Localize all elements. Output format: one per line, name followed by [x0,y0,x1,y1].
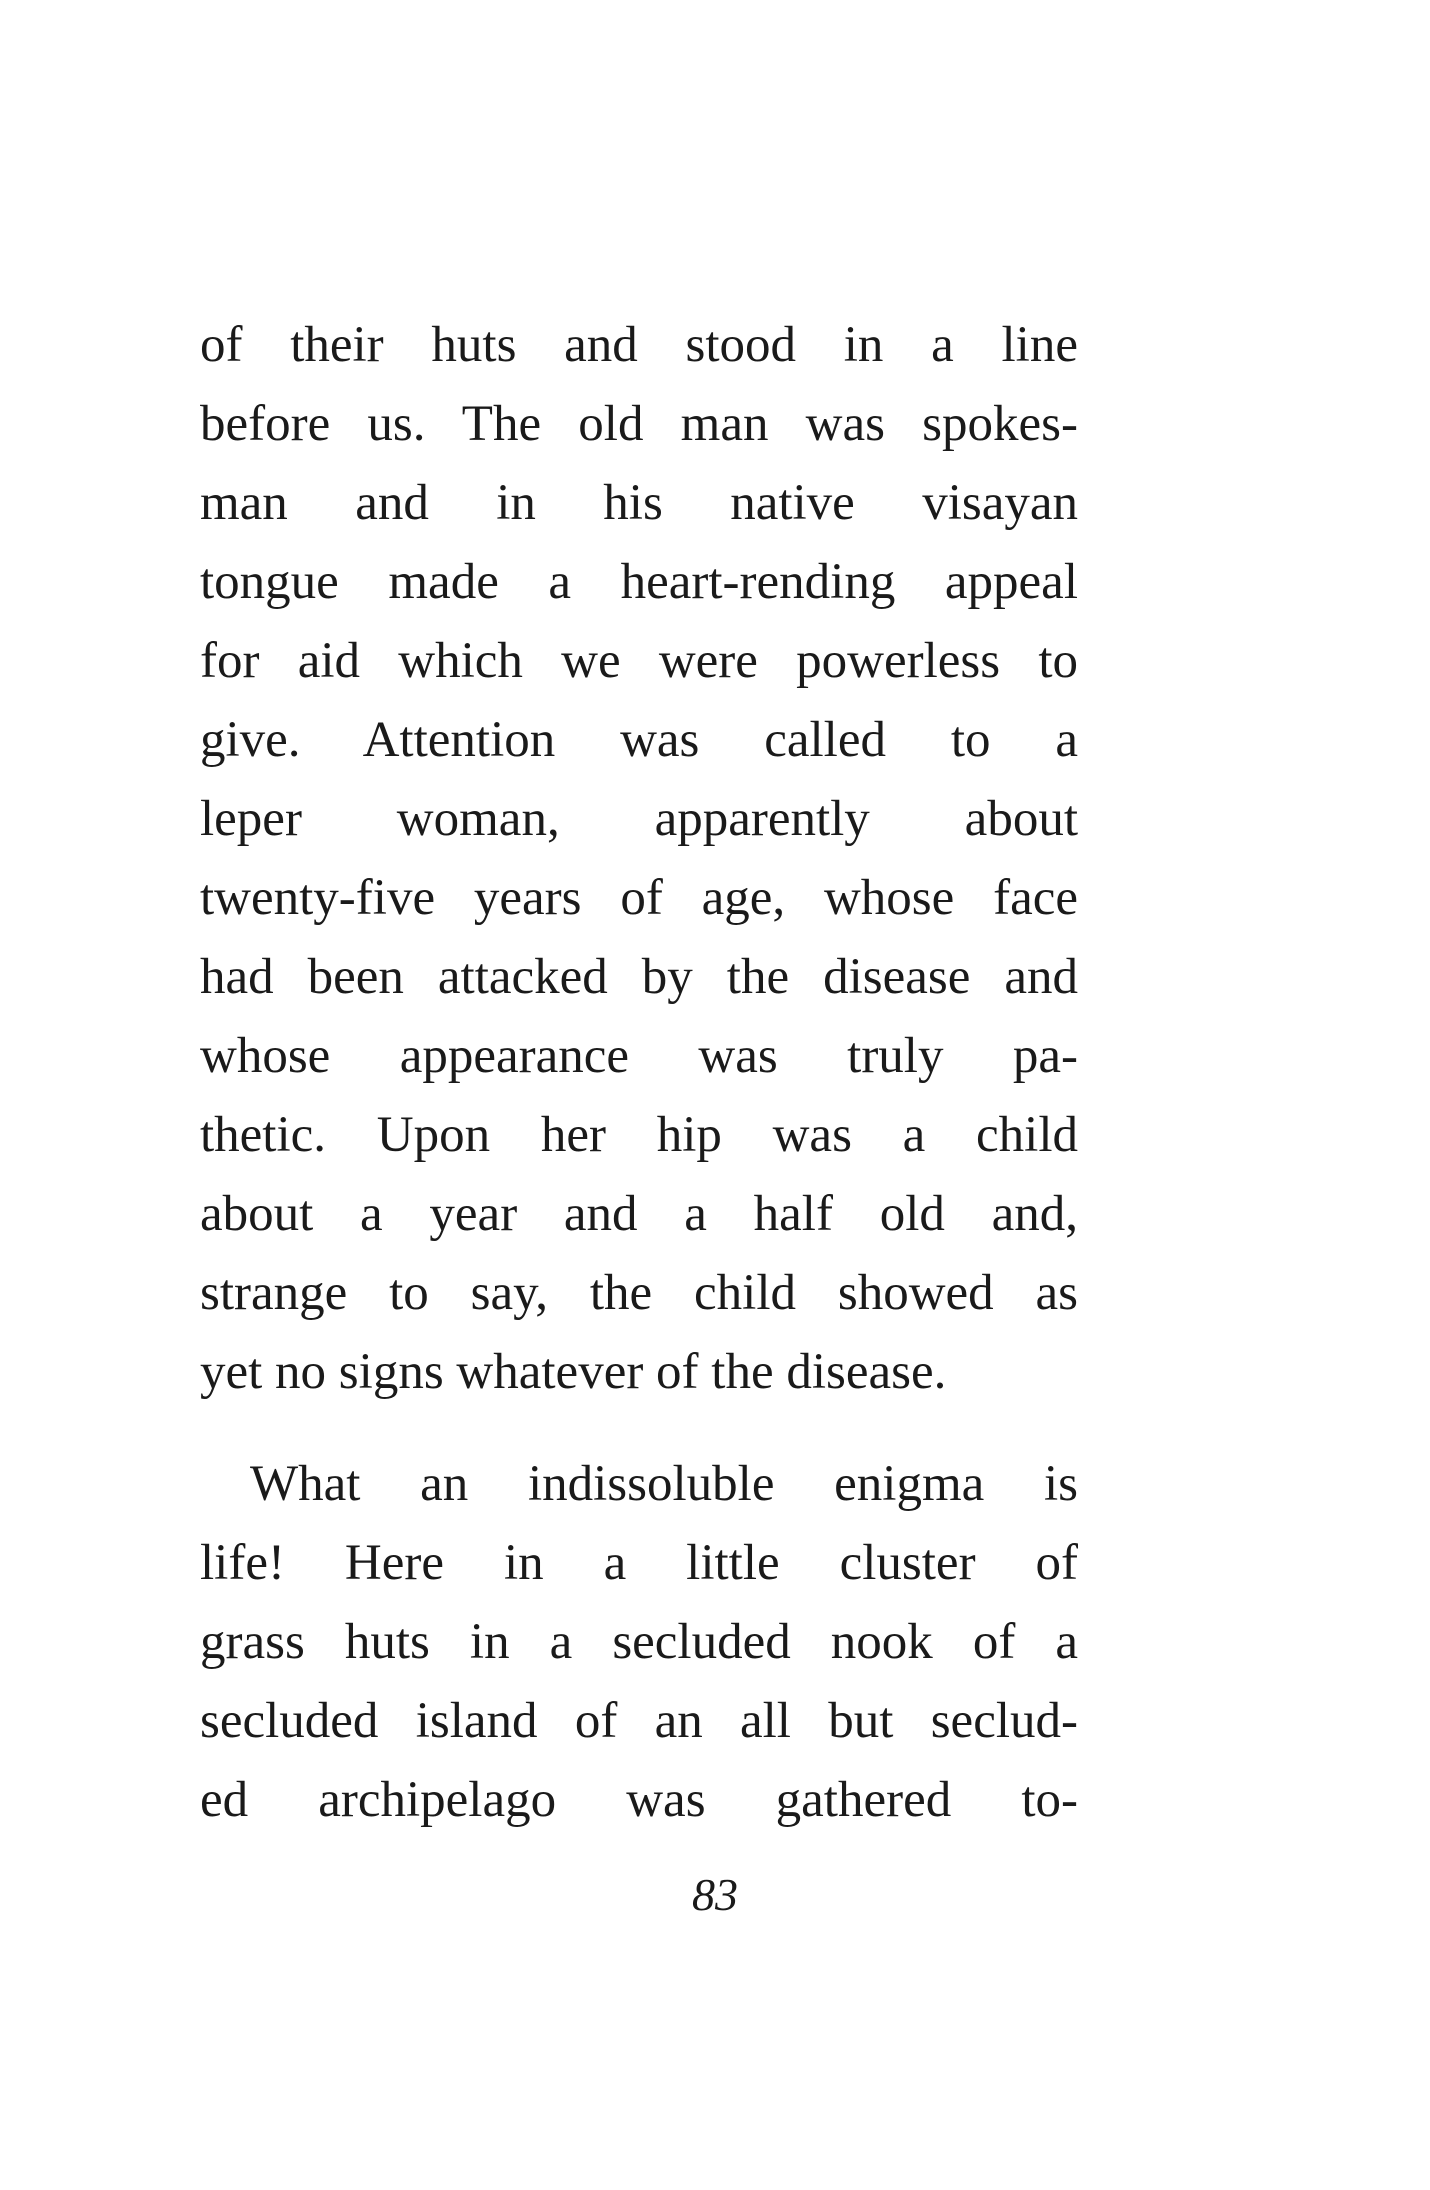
text-line: twenty-five years of age, whose face [200,870,1078,926]
text-line: yet no signs whatever of the disease. [200,1344,947,1400]
text-line: thetic. Upon her hip was a child [200,1107,1078,1163]
text-line: of their huts and stood in a line [200,317,1078,373]
paragraph-1 [200,306,1078,1412]
text-line: secluded island of an all but seclud- [200,1693,1078,1749]
text-line: What an indissoluble enigma is [250,1456,1078,1512]
text-line: give. Attention was called to a [200,712,1078,768]
page-number: 83 [692,1869,738,1920]
text-line: grass huts in a secluded nook of a [200,1614,1078,1670]
text-line: whose appearance was truly pa- [200,1028,1078,1084]
text-line: tongue made a heart-rending appeal [200,554,1078,610]
text-line: leper woman, apparently about [200,791,1078,847]
text-line: strange to say, the child showed as [200,1265,1078,1321]
text-line: had been attacked by the disease and [200,949,1078,1005]
text-line: about a year and a half old and, [200,1186,1078,1242]
text-line: before us. The old man was spokes- [200,396,1078,452]
text-line: for aid which we were powerless to [200,633,1078,689]
text-line: life! Here in a little cluster of [200,1535,1078,1591]
text-line: ed archipelago was gathered to- [200,1772,1078,1828]
text-line: man and in his native visayan [200,475,1078,531]
paragraph-2 [200,1445,1078,1840]
